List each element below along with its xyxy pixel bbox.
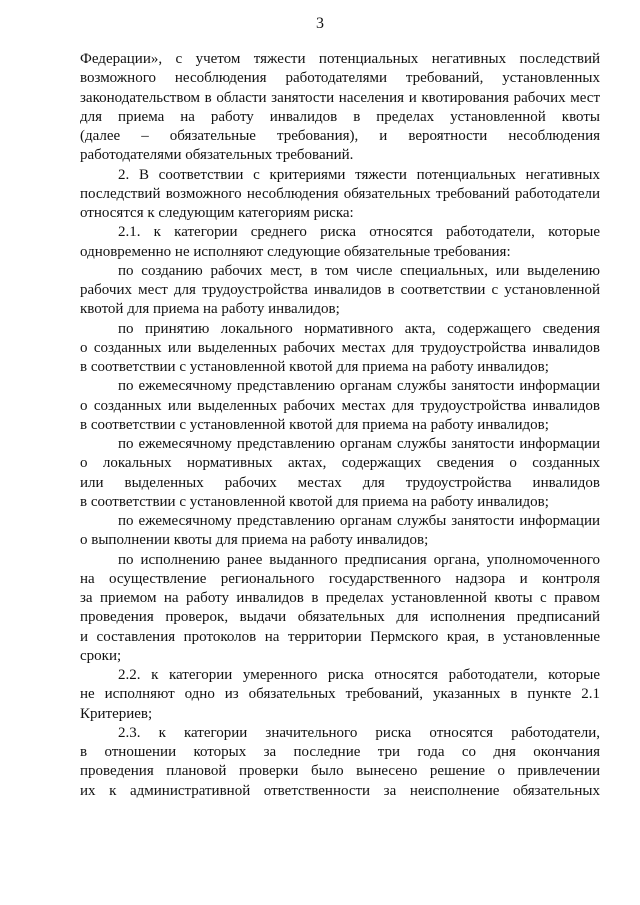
text-line: рабочих мест для трудоустройства инвалидов в соответствии с установленной xyxy=(80,282,600,298)
text-line: возможного несоблюдения работодателями требований, установленных xyxy=(80,70,600,87)
text-line: относятся к следующим категориям риска: xyxy=(80,205,354,221)
text-line: на осуществление регионального государственного надзора и контроля xyxy=(80,570,600,587)
text-line: последствий возможного несоблюдения обязательных требований работодатели xyxy=(80,185,600,202)
text-line: 2.1. к категории среднего риска относятся работодатели, которые xyxy=(118,224,600,241)
text-line: в отношении которых за последние три года со дня окончания xyxy=(80,744,600,760)
text-line: в соответствии с установленной квотой для приема на работу инвалидов; xyxy=(80,359,549,375)
text-line: (далее – обязательные требования), и вероятности несоблюдения xyxy=(80,128,600,144)
text-line: Федерации», с учетом тяжести потенциальных негативных последствий xyxy=(80,51,600,67)
text-line: одновременно не исполняют следующие обязательные требования: xyxy=(80,243,511,260)
text-line: по ежемесячному представлению органам службы занятости информации xyxy=(118,436,600,452)
text-line: для приема на работу инвалидов в пределах установленной квоты xyxy=(80,108,600,125)
text-line: сроки; xyxy=(80,647,122,664)
text-line: проведения плановой проверки было вынесено решение о привлечении xyxy=(80,763,600,780)
text-line: или выделенных рабочих местах для трудоустройства инвалидов xyxy=(80,474,600,491)
text-line: проведения проверок, выдачи обязательных для исполнения предписаний xyxy=(80,609,600,626)
text-line: по исполнению ранее выданного предписания органа, уполномоченного xyxy=(118,551,600,568)
text-line: не исполняют одно из обязательных требований, указанных в пункте 2.1 xyxy=(80,686,600,703)
text-line: о выполнении квоты для приема на работу инвалидов; xyxy=(80,532,429,549)
text-line: и составления протоколов на территории Пермского края, в установленные xyxy=(80,628,600,645)
page-number: 3 xyxy=(316,15,324,32)
text-line: по ежемесячному представлению органам службы занятости информации xyxy=(118,378,600,395)
text-line: о созданных или выделенных рабочих местах для трудоустройства инвалидов xyxy=(80,339,600,356)
text-line: Критериев; xyxy=(80,705,153,722)
text-line: их к административной ответственности за неисполнение обязательных xyxy=(80,782,600,799)
text-line: законодательством в области занятости населения и квотирования рабочих мест xyxy=(80,89,600,106)
text-line: по созданию рабочих мест, в том числе специальных, или выделению xyxy=(118,262,600,279)
text-line: по принятию локального нормативного акта, содержащего сведения xyxy=(118,320,600,337)
text-line: 2.3. к категории значительного риска относятся работодатели, xyxy=(118,724,600,741)
text-line: о локальных нормативных актах, содержащих сведения о созданных xyxy=(80,455,600,472)
text-line: о созданных или выделенных рабочих местах для трудоустройства инвалидов xyxy=(80,397,600,414)
text-line: 2.2. к категории умеренного риска относятся работодатели, которые xyxy=(118,667,600,683)
text-line: 2. В соответствии с критериями тяжести потенциальных негативных xyxy=(118,166,600,183)
text-line: в соответствии с установленной квотой для приема на работу инвалидов; xyxy=(80,416,549,433)
text-line: в соответствии с установленной квотой для приема на работу инвалидов; xyxy=(80,493,549,510)
text-line: работодателями обязательных требований. xyxy=(80,147,354,164)
text-line: по ежемесячному представлению органам службы занятости информации xyxy=(118,513,600,529)
text-line: квотой для приема на работу инвалидов; xyxy=(80,301,340,318)
text-line: за приемом на работу инвалидов в пределах установленной квоты с правом xyxy=(80,590,600,606)
